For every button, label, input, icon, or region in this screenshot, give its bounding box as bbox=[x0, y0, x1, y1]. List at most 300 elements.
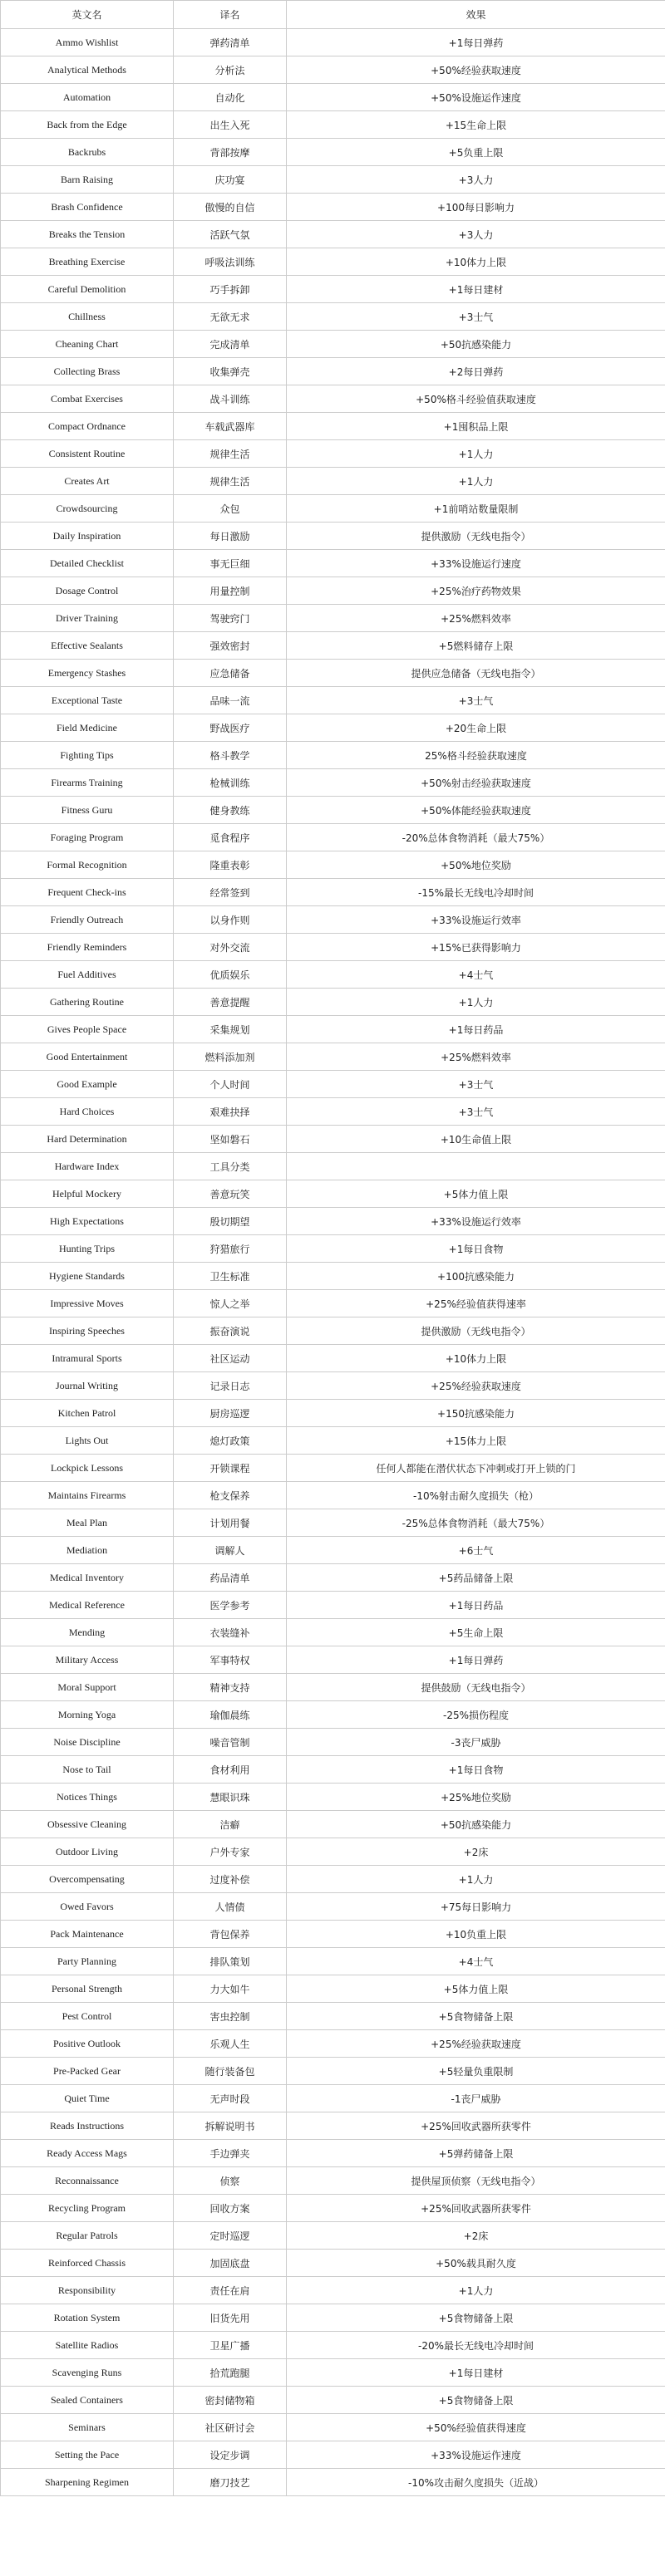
table-row bbox=[1, 111, 665, 139]
cell-english-name: Dosage Control bbox=[1, 577, 174, 605]
cell-english-name: Driver Training bbox=[1, 605, 174, 632]
table-row bbox=[1, 824, 665, 851]
cell-english-name: Chillness bbox=[1, 303, 174, 331]
cell-translated-name: 觅食程序 bbox=[174, 824, 287, 851]
cell-english-name: Regular Patrols bbox=[1, 2222, 174, 2250]
cell-english-name: Outdoor Living bbox=[1, 1838, 174, 1866]
cell-translated-name: 格斗教学 bbox=[174, 742, 287, 769]
cell-english-name: Analytical Methods bbox=[1, 56, 174, 84]
cell-effect: +20生命上限 bbox=[287, 714, 665, 742]
table-row bbox=[1, 2250, 665, 2277]
cell-english-name: Foraging Program bbox=[1, 824, 174, 851]
cell-translated-name: 无欲无求 bbox=[174, 303, 287, 331]
cell-translated-name: 加固底盘 bbox=[174, 2250, 287, 2277]
cell-translated-name: 健身教练 bbox=[174, 797, 287, 824]
cell-translated-name: 收集弹壳 bbox=[174, 358, 287, 385]
cell-translated-name: 个人时间 bbox=[174, 1071, 287, 1098]
cell-translated-name: 户外专家 bbox=[174, 1838, 287, 1866]
header-english: 英文名 bbox=[1, 1, 174, 29]
cell-effect: +15生命上限 bbox=[287, 111, 665, 139]
cell-translated-name: 侦察 bbox=[174, 2167, 287, 2195]
cell-effect: +50%载具耐久度 bbox=[287, 2250, 665, 2277]
cell-english-name: Field Medicine bbox=[1, 714, 174, 742]
cell-effect: +33%设施运行效率 bbox=[287, 906, 665, 934]
cell-english-name: Consistent Routine bbox=[1, 440, 174, 468]
cell-effect: +10体力上限 bbox=[287, 1345, 665, 1372]
cell-english-name: Reads Instructions bbox=[1, 2112, 174, 2140]
cell-effect: +5弹药储备上限 bbox=[287, 2140, 665, 2167]
cell-english-name: Ready Access Mags bbox=[1, 2140, 174, 2167]
cell-translated-name: 每日激励 bbox=[174, 523, 287, 550]
cell-effect: +1每日弹药 bbox=[287, 1646, 665, 1674]
cell-english-name: Kitchen Patrol bbox=[1, 1400, 174, 1427]
cell-effect: +5轻量负重限制 bbox=[287, 2058, 665, 2085]
cell-english-name: Moral Support bbox=[1, 1674, 174, 1701]
cell-translated-name: 以身作则 bbox=[174, 906, 287, 934]
cell-english-name: Mediation bbox=[1, 1537, 174, 1564]
cell-effect: +3人力 bbox=[287, 221, 665, 248]
cell-effect: -25%损伤程度 bbox=[287, 1701, 665, 1729]
cell-effect: +50%设施运作速度 bbox=[287, 84, 665, 111]
cell-effect: +10体力上限 bbox=[287, 248, 665, 276]
cell-translated-name: 完成清单 bbox=[174, 331, 287, 358]
cell-effect: -15%最长无线电冷却时间 bbox=[287, 879, 665, 906]
cell-english-name: Ammo Wishlist bbox=[1, 29, 174, 56]
table-row bbox=[1, 1619, 665, 1646]
cell-english-name: Sharpening Regimen bbox=[1, 2469, 174, 2496]
table-row bbox=[1, 248, 665, 276]
table-row bbox=[1, 2277, 665, 2304]
cell-effect: +5负重上限 bbox=[287, 139, 665, 166]
table-row bbox=[1, 2222, 665, 2250]
cell-translated-name: 手边弹夹 bbox=[174, 2140, 287, 2167]
cell-translated-name: 呼吸法训练 bbox=[174, 248, 287, 276]
cell-translated-name: 熄灯政策 bbox=[174, 1427, 287, 1455]
cell-effect: +1人力 bbox=[287, 989, 665, 1016]
cell-translated-name: 无声时段 bbox=[174, 2085, 287, 2112]
cell-effect: 提供鼓励（无线电指令） bbox=[287, 1674, 665, 1701]
cell-english-name: Friendly Reminders bbox=[1, 934, 174, 961]
cell-english-name: Satellite Radios bbox=[1, 2332, 174, 2359]
cell-english-name: Maintains Firearms bbox=[1, 1482, 174, 1509]
table-row bbox=[1, 1509, 665, 1537]
header-translation: 译名 bbox=[174, 1, 287, 29]
table-row bbox=[1, 906, 665, 934]
cell-translated-name: 回收方案 bbox=[174, 2195, 287, 2222]
cell-effect: +25%燃料效率 bbox=[287, 605, 665, 632]
table-row bbox=[1, 139, 665, 166]
cell-effect: +1前哨站数量限制 bbox=[287, 495, 665, 523]
cell-effect: +3士气 bbox=[287, 687, 665, 714]
cell-effect: +33%设施运作速度 bbox=[287, 2441, 665, 2469]
cell-effect: -20%总体食物消耗（最大75%） bbox=[287, 824, 665, 851]
cell-effect: 提供屋顶侦察（无线电指令） bbox=[287, 2167, 665, 2195]
table-row bbox=[1, 605, 665, 632]
table-row bbox=[1, 331, 665, 358]
table-row bbox=[1, 797, 665, 824]
cell-effect bbox=[287, 1153, 665, 1180]
cell-english-name: Meal Plan bbox=[1, 1509, 174, 1537]
table-row bbox=[1, 2030, 665, 2058]
cell-effect: 25%格斗经验获取速度 bbox=[287, 742, 665, 769]
cell-translated-name: 出生入死 bbox=[174, 111, 287, 139]
table-row bbox=[1, 468, 665, 495]
cell-translated-name: 采集规划 bbox=[174, 1016, 287, 1043]
cell-translated-name: 过度补偿 bbox=[174, 1866, 287, 1893]
table-row bbox=[1, 1071, 665, 1098]
table-body bbox=[1, 29, 665, 2496]
cell-translated-name: 开锁课程 bbox=[174, 1455, 287, 1482]
cell-translated-name: 卫星广播 bbox=[174, 2332, 287, 2359]
cell-translated-name: 枪支保养 bbox=[174, 1482, 287, 1509]
cell-translated-name: 殷切期望 bbox=[174, 1208, 287, 1235]
table-row bbox=[1, 2167, 665, 2195]
cell-english-name: Friendly Outreach bbox=[1, 906, 174, 934]
cell-translated-name: 药品清单 bbox=[174, 1564, 287, 1592]
table-row bbox=[1, 1427, 665, 1455]
table-row bbox=[1, 1235, 665, 1263]
cell-translated-name: 调解人 bbox=[174, 1537, 287, 1564]
cell-translated-name: 众包 bbox=[174, 495, 287, 523]
cell-effect: 提供激励（无线电指令） bbox=[287, 523, 665, 550]
cell-effect: +1每日弹药 bbox=[287, 29, 665, 56]
cell-translated-name: 旧货先用 bbox=[174, 2304, 287, 2332]
table-row bbox=[1, 1263, 665, 1290]
cell-translated-name: 枪械训练 bbox=[174, 769, 287, 797]
cell-english-name: Detailed Checklist bbox=[1, 550, 174, 577]
cell-effect: +1每日食物 bbox=[287, 1235, 665, 1263]
cell-english-name: Responsibility bbox=[1, 2277, 174, 2304]
cell-translated-name: 背部按摩 bbox=[174, 139, 287, 166]
cell-effect: +5食物储备上限 bbox=[287, 2387, 665, 2414]
table-row bbox=[1, 2003, 665, 2030]
table-row bbox=[1, 1592, 665, 1619]
cell-effect: +5体力值上限 bbox=[287, 1180, 665, 1208]
cell-translated-name: 事无巨细 bbox=[174, 550, 287, 577]
cell-effect: +3士气 bbox=[287, 303, 665, 331]
cell-translated-name: 分析法 bbox=[174, 56, 287, 84]
table-row bbox=[1, 1098, 665, 1126]
cell-english-name: Owed Favors bbox=[1, 1893, 174, 1921]
cell-effect: +6士气 bbox=[287, 1537, 665, 1564]
cell-english-name: Pack Maintenance bbox=[1, 1921, 174, 1948]
cell-english-name: Lockpick Lessons bbox=[1, 1455, 174, 1482]
cell-english-name: Reconnaissance bbox=[1, 2167, 174, 2195]
table-row bbox=[1, 2387, 665, 2414]
cell-translated-name: 活跃气氛 bbox=[174, 221, 287, 248]
table-row bbox=[1, 440, 665, 468]
cell-effect: +100抗感染能力 bbox=[287, 1263, 665, 1290]
cell-effect: +15%已获得影响力 bbox=[287, 934, 665, 961]
table-row bbox=[1, 2058, 665, 2085]
cell-translated-name: 记录日志 bbox=[174, 1372, 287, 1400]
table-row bbox=[1, 221, 665, 248]
cell-effect: +50%体能经验获取速度 bbox=[287, 797, 665, 824]
table-row bbox=[1, 550, 665, 577]
table-row bbox=[1, 495, 665, 523]
cell-english-name: Formal Recognition bbox=[1, 851, 174, 879]
cell-translated-name: 自动化 bbox=[174, 84, 287, 111]
table-row bbox=[1, 1729, 665, 1756]
cell-english-name: Recycling Program bbox=[1, 2195, 174, 2222]
cell-english-name: Breaks the Tension bbox=[1, 221, 174, 248]
cell-english-name: Inspiring Speeches bbox=[1, 1317, 174, 1345]
cell-effect: +33%设施运行速度 bbox=[287, 550, 665, 577]
table-row bbox=[1, 687, 665, 714]
cell-english-name: Scavenging Runs bbox=[1, 2359, 174, 2387]
cell-effect: +3士气 bbox=[287, 1071, 665, 1098]
table-row bbox=[1, 1290, 665, 1317]
cell-effect: -10%射击耐久度损失（枪） bbox=[287, 1482, 665, 1509]
table-row bbox=[1, 934, 665, 961]
table-row bbox=[1, 2441, 665, 2469]
cell-effect: +25%回收武器所获零件 bbox=[287, 2112, 665, 2140]
cell-effect: +100每日影响力 bbox=[287, 194, 665, 221]
cell-english-name: Daily Inspiration bbox=[1, 523, 174, 550]
cell-effect: +10负重上限 bbox=[287, 1921, 665, 1948]
table-row bbox=[1, 769, 665, 797]
cell-translated-name: 燃料添加剂 bbox=[174, 1043, 287, 1071]
cell-english-name: Military Access bbox=[1, 1646, 174, 1674]
cell-english-name: Compact Ordnance bbox=[1, 413, 174, 440]
cell-english-name: Personal Strength bbox=[1, 1975, 174, 2003]
table-row bbox=[1, 385, 665, 413]
cell-translated-name: 噪音管制 bbox=[174, 1729, 287, 1756]
table-row bbox=[1, 1016, 665, 1043]
table-row bbox=[1, 2112, 665, 2140]
table-row bbox=[1, 714, 665, 742]
cell-translated-name: 计划用餐 bbox=[174, 1509, 287, 1537]
cell-translated-name: 车载武器库 bbox=[174, 413, 287, 440]
cell-translated-name: 瑜伽晨练 bbox=[174, 1701, 287, 1729]
cell-effect: +50%经验值获得速度 bbox=[287, 2414, 665, 2441]
cell-translated-name: 坚如磐石 bbox=[174, 1126, 287, 1153]
cell-english-name: Seminars bbox=[1, 2414, 174, 2441]
cell-effect: +50%经验获取速度 bbox=[287, 56, 665, 84]
cell-english-name: Emergency Stashes bbox=[1, 660, 174, 687]
cell-english-name: Sealed Containers bbox=[1, 2387, 174, 2414]
table-row bbox=[1, 1866, 665, 1893]
cell-translated-name: 军事特权 bbox=[174, 1646, 287, 1674]
cell-effect: +25%经验获取速度 bbox=[287, 1372, 665, 1400]
cell-translated-name: 庆功宴 bbox=[174, 166, 287, 194]
cell-english-name: Brash Confidence bbox=[1, 194, 174, 221]
table-row bbox=[1, 742, 665, 769]
cell-effect: +50抗感染能力 bbox=[287, 1811, 665, 1838]
cell-english-name: Fuel Additives bbox=[1, 961, 174, 989]
table-row bbox=[1, 523, 665, 550]
table-row bbox=[1, 851, 665, 879]
table-row bbox=[1, 84, 665, 111]
cell-effect: +3人力 bbox=[287, 166, 665, 194]
cell-english-name: Creates Art bbox=[1, 468, 174, 495]
cell-translated-name: 规律生活 bbox=[174, 468, 287, 495]
table-row bbox=[1, 1345, 665, 1372]
table-row bbox=[1, 303, 665, 331]
table-row bbox=[1, 56, 665, 84]
table-row bbox=[1, 1701, 665, 1729]
table-row bbox=[1, 632, 665, 660]
cell-translated-name: 战斗训练 bbox=[174, 385, 287, 413]
cell-english-name: Quiet Time bbox=[1, 2085, 174, 2112]
cell-english-name: Overcompensating bbox=[1, 1866, 174, 1893]
cell-effect: +4士气 bbox=[287, 1948, 665, 1975]
cell-effect: 提供激励（无线电指令） bbox=[287, 1317, 665, 1345]
cell-translated-name: 排队策划 bbox=[174, 1948, 287, 1975]
cell-translated-name: 善意提醒 bbox=[174, 989, 287, 1016]
cell-translated-name: 随行装备包 bbox=[174, 2058, 287, 2085]
table-row bbox=[1, 1646, 665, 1674]
cell-english-name: Frequent Check-ins bbox=[1, 879, 174, 906]
cell-translated-name: 卫生标准 bbox=[174, 1263, 287, 1290]
cell-english-name: Crowdsourcing bbox=[1, 495, 174, 523]
table-row bbox=[1, 2359, 665, 2387]
cell-english-name: Hard Determination bbox=[1, 1126, 174, 1153]
cell-english-name: Back from the Edge bbox=[1, 111, 174, 139]
cell-translated-name: 乐观人生 bbox=[174, 2030, 287, 2058]
cell-english-name: Party Planning bbox=[1, 1948, 174, 1975]
cell-effect: +5食物储备上限 bbox=[287, 2003, 665, 2030]
cell-effect: +1每日建材 bbox=[287, 2359, 665, 2387]
cell-english-name: Rotation System bbox=[1, 2304, 174, 2332]
cell-translated-name: 社区研讨会 bbox=[174, 2414, 287, 2441]
cell-effect: 任何人都能在潜伏状态下冲刺或打开上锁的门 bbox=[287, 1455, 665, 1482]
table-row bbox=[1, 2140, 665, 2167]
cell-effect: +33%设施运行效率 bbox=[287, 1208, 665, 1235]
table-row bbox=[1, 358, 665, 385]
cell-english-name: Impressive Moves bbox=[1, 1290, 174, 1317]
table-row bbox=[1, 2469, 665, 2496]
cell-translated-name: 社区运动 bbox=[174, 1345, 287, 1372]
cell-english-name: Fitness Guru bbox=[1, 797, 174, 824]
cell-english-name: Medical Reference bbox=[1, 1592, 174, 1619]
cell-effect: +25%燃料效率 bbox=[287, 1043, 665, 1071]
cell-english-name: Intramural Sports bbox=[1, 1345, 174, 1372]
cell-english-name: Gathering Routine bbox=[1, 989, 174, 1016]
cell-effect: +1人力 bbox=[287, 468, 665, 495]
cell-effect: +1人力 bbox=[287, 440, 665, 468]
cell-translated-name: 慧眼识珠 bbox=[174, 1784, 287, 1811]
cell-english-name: Obsessive Cleaning bbox=[1, 1811, 174, 1838]
table-row bbox=[1, 1838, 665, 1866]
cell-effect: +25%地位奖励 bbox=[287, 1784, 665, 1811]
cell-effect: +3士气 bbox=[287, 1098, 665, 1126]
table-row bbox=[1, 577, 665, 605]
table-row bbox=[1, 2085, 665, 2112]
cell-translated-name: 食材利用 bbox=[174, 1756, 287, 1784]
table-row bbox=[1, 1537, 665, 1564]
cell-effect: +25%经验值获得速率 bbox=[287, 1290, 665, 1317]
table-row bbox=[1, 961, 665, 989]
cell-effect: +5药品储备上限 bbox=[287, 1564, 665, 1592]
cell-translated-name: 责任在肩 bbox=[174, 2277, 287, 2304]
table-row bbox=[1, 1317, 665, 1345]
cell-english-name: Fighting Tips bbox=[1, 742, 174, 769]
table-row bbox=[1, 1400, 665, 1427]
table-row bbox=[1, 989, 665, 1016]
cell-english-name: Positive Outlook bbox=[1, 2030, 174, 2058]
table-row bbox=[1, 1564, 665, 1592]
table-row bbox=[1, 166, 665, 194]
cell-effect: +15体力上限 bbox=[287, 1427, 665, 1455]
cell-effect: +2床 bbox=[287, 2222, 665, 2250]
cell-translated-name: 拾荒跑腿 bbox=[174, 2359, 287, 2387]
cell-translated-name: 密封储物箱 bbox=[174, 2387, 287, 2414]
cell-effect: +10生命值上限 bbox=[287, 1126, 665, 1153]
cell-translated-name: 弹药清单 bbox=[174, 29, 287, 56]
cell-english-name: Cheaning Chart bbox=[1, 331, 174, 358]
cell-english-name: Setting the Pace bbox=[1, 2441, 174, 2469]
cell-english-name: Backrubs bbox=[1, 139, 174, 166]
table-row bbox=[1, 1784, 665, 1811]
cell-translated-name: 力大如牛 bbox=[174, 1975, 287, 2003]
table-row bbox=[1, 413, 665, 440]
table-row bbox=[1, 1921, 665, 1948]
cell-effect: +2床 bbox=[287, 1838, 665, 1866]
cell-effect: -20%最长无线电冷却时间 bbox=[287, 2332, 665, 2359]
table-row bbox=[1, 2304, 665, 2332]
cell-effect: +50%格斗经验值获取速度 bbox=[287, 385, 665, 413]
cell-english-name: Pest Control bbox=[1, 2003, 174, 2030]
table-row bbox=[1, 1208, 665, 1235]
header-effect: 效果 bbox=[287, 1, 665, 29]
cell-english-name: Mending bbox=[1, 1619, 174, 1646]
cell-translated-name: 医学参考 bbox=[174, 1592, 287, 1619]
cell-translated-name: 用量控制 bbox=[174, 577, 287, 605]
table-row bbox=[1, 1756, 665, 1784]
cell-english-name: Helpful Mockery bbox=[1, 1180, 174, 1208]
cell-effect: +5生命上限 bbox=[287, 1619, 665, 1646]
cell-english-name: Combat Exercises bbox=[1, 385, 174, 413]
cell-english-name: Notices Things bbox=[1, 1784, 174, 1811]
cell-translated-name: 巧手拆卸 bbox=[174, 276, 287, 303]
cell-translated-name: 惊人之举 bbox=[174, 1290, 287, 1317]
table-row bbox=[1, 1043, 665, 1071]
table-row bbox=[1, 660, 665, 687]
cell-english-name: Effective Sealants bbox=[1, 632, 174, 660]
cell-english-name: Pre-Packed Gear bbox=[1, 2058, 174, 2085]
table-row bbox=[1, 1975, 665, 2003]
table-row bbox=[1, 1180, 665, 1208]
table-row bbox=[1, 1455, 665, 1482]
table-row bbox=[1, 1126, 665, 1153]
header-row bbox=[1, 1, 665, 29]
table-row bbox=[1, 2332, 665, 2359]
table-row bbox=[1, 1153, 665, 1180]
cell-effect: +1囤积品上限 bbox=[287, 413, 665, 440]
cell-effect: -1丧尸威胁 bbox=[287, 2085, 665, 2112]
cell-effect: +25%经验获取速度 bbox=[287, 2030, 665, 2058]
cell-english-name: Breathing Exercise bbox=[1, 248, 174, 276]
cell-translated-name: 振奋演说 bbox=[174, 1317, 287, 1345]
cell-translated-name: 野战医疗 bbox=[174, 714, 287, 742]
cell-english-name: Firearms Training bbox=[1, 769, 174, 797]
table-row bbox=[1, 1811, 665, 1838]
cell-translated-name: 精神支持 bbox=[174, 1674, 287, 1701]
cell-translated-name: 磨刀技艺 bbox=[174, 2469, 287, 2496]
cell-english-name: Hygiene Standards bbox=[1, 1263, 174, 1290]
cell-english-name: Careful Demolition bbox=[1, 276, 174, 303]
table-row bbox=[1, 194, 665, 221]
cell-translated-name: 经常签到 bbox=[174, 879, 287, 906]
cell-translated-name: 拆解说明书 bbox=[174, 2112, 287, 2140]
table-row bbox=[1, 276, 665, 303]
cell-effect: +25%回收武器所获零件 bbox=[287, 2195, 665, 2222]
table-row bbox=[1, 1482, 665, 1509]
cell-translated-name: 厨房巡逻 bbox=[174, 1400, 287, 1427]
cell-translated-name: 衣装缝补 bbox=[174, 1619, 287, 1646]
cell-english-name: Good Entertainment bbox=[1, 1043, 174, 1071]
